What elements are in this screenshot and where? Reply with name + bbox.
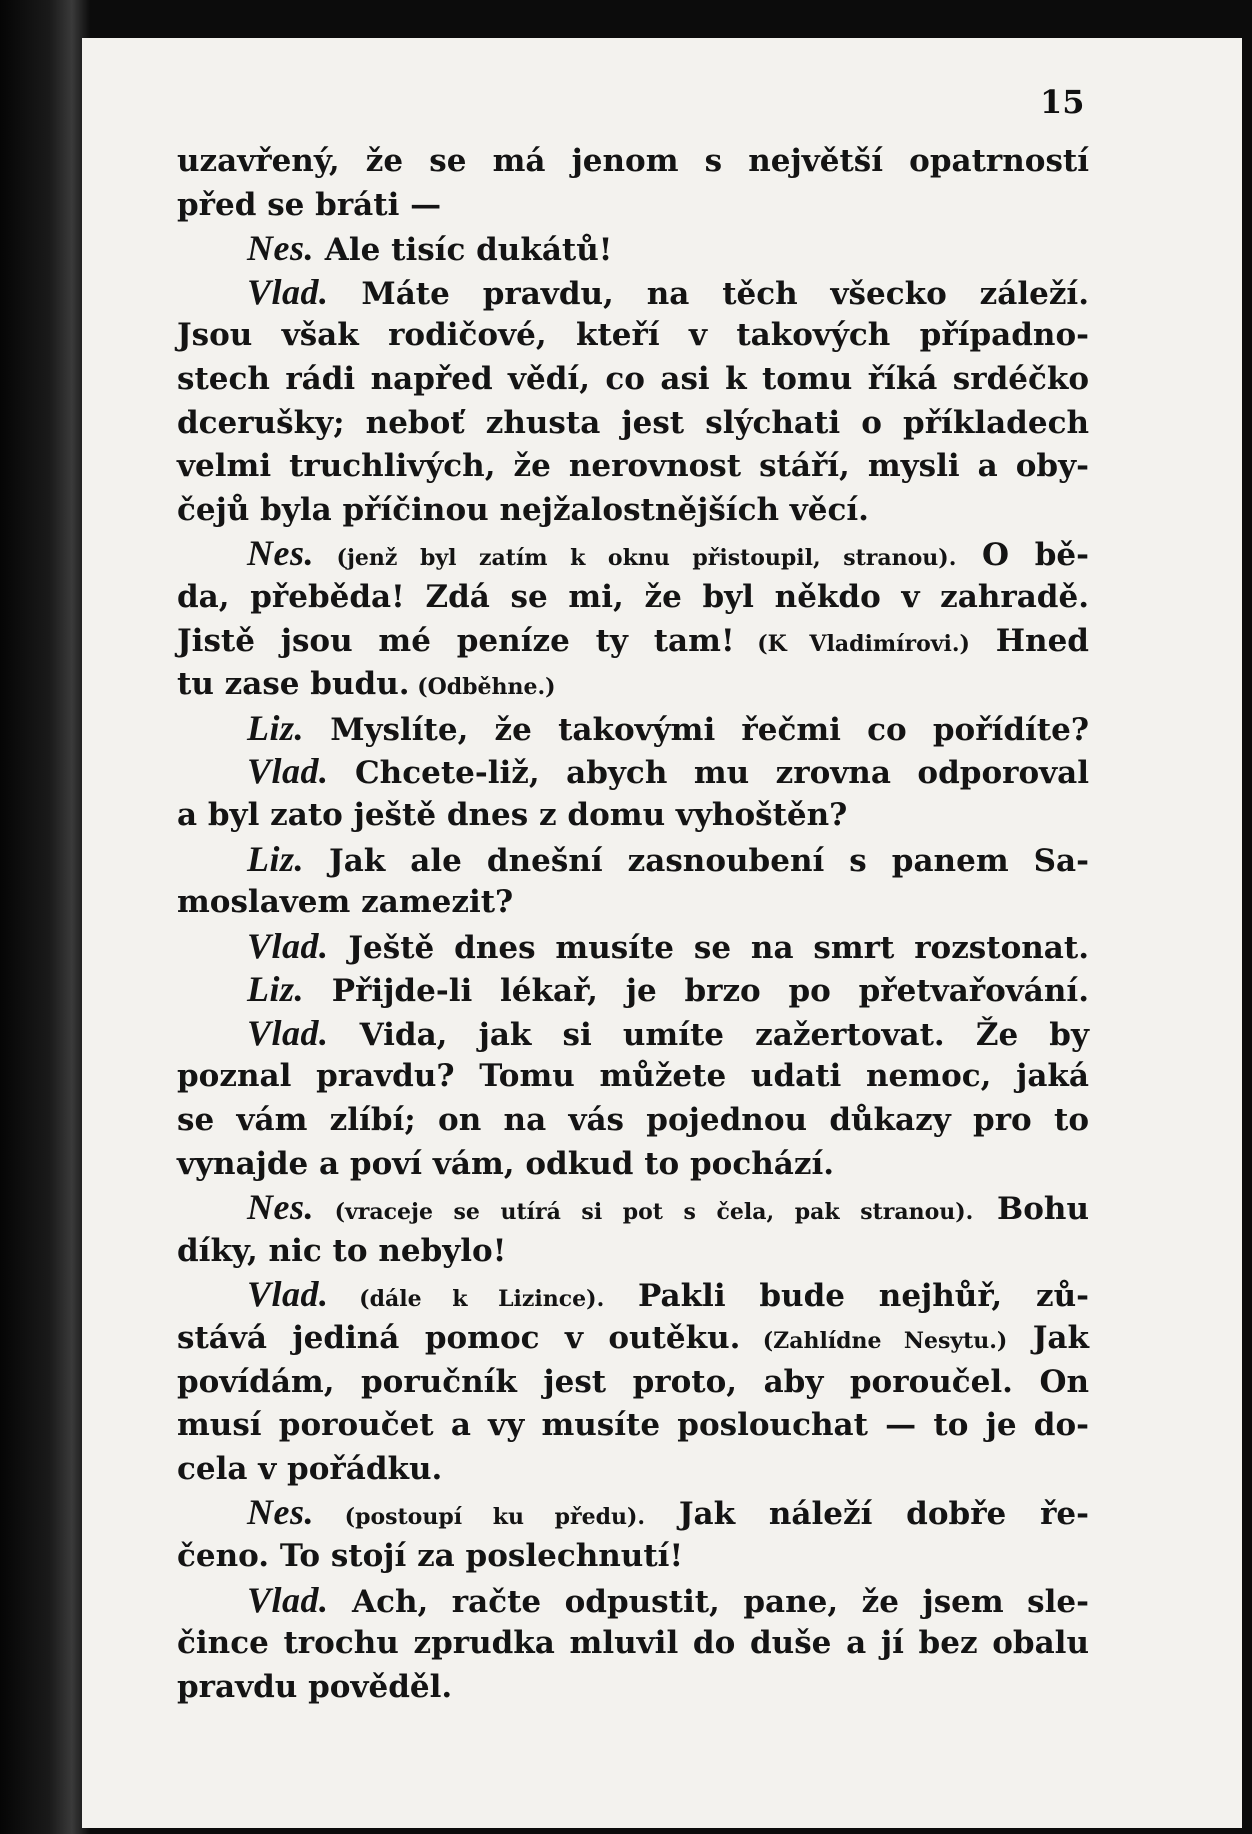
line-text: moslavem zamezit? xyxy=(177,884,514,921)
line-text: stává jediná pomoc v outěku. xyxy=(177,1320,741,1357)
text-line xyxy=(177,445,1089,489)
speaker-name: Vlad. xyxy=(247,1012,329,1053)
text-line xyxy=(177,1404,1089,1448)
text-line xyxy=(177,1230,1089,1274)
text-line xyxy=(177,925,1089,969)
line-text: Přijde-li lékař, je brzo po přetvařování. xyxy=(304,973,1089,1010)
line-text: Pakli bude nejhůř, zů- xyxy=(604,1278,1089,1315)
speaker-name: Vlad. xyxy=(247,1579,329,1620)
line-text: Bohu xyxy=(973,1191,1089,1228)
text-line xyxy=(177,663,1089,707)
text-line xyxy=(177,1535,1089,1579)
text-line xyxy=(177,1491,1089,1535)
speaker-name: Vlad. xyxy=(247,925,329,966)
speaker-name: Nes. xyxy=(247,1187,314,1228)
stage-direction: (jenž byl zatím k oknu přistoupil, stranou). xyxy=(314,545,957,572)
text-line xyxy=(177,489,1089,533)
text-line xyxy=(177,271,1089,315)
text-line xyxy=(177,1143,1089,1187)
line-text: Hned xyxy=(969,622,1089,659)
line-text: Máte pravdu, na těch všecko záleží. xyxy=(328,275,1089,312)
line-text: a byl zato ještě dnes z domu vyhoštěn? xyxy=(177,796,848,833)
text-line xyxy=(177,1448,1089,1492)
book-gutter xyxy=(0,0,90,1834)
text-line xyxy=(177,1317,1089,1361)
line-text: Ach, račte odpustit, pane, že jsem sle- xyxy=(328,1583,1089,1620)
line-text: vynajde a poví vám, odkud to pochází. xyxy=(177,1145,835,1182)
speaker-name: Nes. xyxy=(247,1492,314,1533)
speaker-name: Vlad. xyxy=(247,1274,329,1315)
stage-direction: (postoupí ku předu). xyxy=(314,1504,646,1531)
line-text: Jsou však rodičové, kteří v takových případno- xyxy=(177,317,1089,354)
text-line xyxy=(177,1186,1089,1230)
text-line xyxy=(177,227,1089,271)
line-text: dcerušky; neboť zhusta jest slýchati o příkladech xyxy=(177,404,1089,441)
line-text: Vida, jak si umíte zažertovat. Že by xyxy=(328,1016,1089,1053)
text-line xyxy=(177,1666,1089,1710)
line-text: pravdu pověděl. xyxy=(177,1668,453,1705)
speaker-name: Vlad. xyxy=(247,271,329,312)
speaker-name: Liz. xyxy=(247,838,305,879)
line-text: cela v pořádku. xyxy=(177,1450,443,1487)
page-text xyxy=(177,140,1089,1709)
line-text: Ještě dnes musíte se na smrt rozstonat. xyxy=(328,929,1089,966)
line-text: se vám zlíbí; on na vás pojednou důkazy pro to xyxy=(177,1102,1089,1139)
text-line xyxy=(177,968,1089,1012)
text-line xyxy=(177,707,1089,751)
text-line xyxy=(177,402,1089,446)
line-text: musí poroučet a vy musíte poslouchat — to je do- xyxy=(177,1407,1089,1444)
text-line xyxy=(177,881,1089,925)
line-text: Ale tisíc dukátů! xyxy=(314,232,613,269)
line-text: poznal pravdu? Tomu můžete udati nemoc, jaká xyxy=(177,1058,1089,1095)
text-line xyxy=(177,750,1089,794)
text-line xyxy=(177,838,1089,882)
speaker-name: Liz. xyxy=(247,969,305,1010)
text-line xyxy=(177,1361,1089,1405)
line-text: O bě- xyxy=(956,537,1089,574)
text-line xyxy=(177,794,1089,838)
text-line xyxy=(177,532,1089,576)
speaker-name: Nes. xyxy=(247,533,314,574)
text-line xyxy=(177,1579,1089,1623)
line-text: uzavřený, že se má jenom s největší opatrností xyxy=(177,143,1089,179)
line-text: Jak náleží dobře ře- xyxy=(645,1496,1089,1533)
line-text: povídám, poručník jest proto, aby poroučel. On xyxy=(177,1363,1089,1400)
stage-direction: (Odběhne.) xyxy=(409,674,556,701)
line-text: Jak ale dnešní zasnoubení s panem Sa- xyxy=(304,842,1089,879)
text-line xyxy=(177,1273,1089,1317)
line-text: před se bráti — xyxy=(177,186,442,223)
text-line xyxy=(177,1055,1089,1099)
text-line xyxy=(177,1099,1089,1143)
line-text: čince trochu zprudka mluvil do duše a jí bez obalu xyxy=(177,1625,1089,1662)
text-line xyxy=(177,1012,1089,1056)
line-text: Jak xyxy=(1007,1320,1089,1357)
speaker-name: Vlad. xyxy=(247,751,329,792)
line-text: čejů byla příčinou nejžalostnějších věcí. xyxy=(177,491,869,528)
text-line xyxy=(177,620,1089,664)
stage-direction: (vraceje se utírá si pot s čela, pak stranou). xyxy=(314,1199,974,1226)
speaker-name: Liz. xyxy=(247,707,305,748)
stage-direction: (K Vladimírovi.) xyxy=(734,630,970,657)
text-line xyxy=(177,1622,1089,1666)
speaker-name: Nes. xyxy=(247,228,314,269)
text-line xyxy=(177,184,1089,228)
line-text: stech rádi napřed vědí, co asi k tomu říká srdéčko xyxy=(177,360,1089,397)
text-line xyxy=(177,358,1089,402)
stage-direction: (dále k Lizince). xyxy=(328,1286,605,1313)
text-line xyxy=(177,314,1089,358)
stage-direction: (Zahlídne Nesytu.) xyxy=(740,1328,1008,1355)
line-text: Myslíte, že takovými řečmi co pořídíte? xyxy=(304,711,1089,748)
line-text: da, přeběda! Zdá se mi, že byl někdo v zahradě. xyxy=(177,578,1089,615)
line-text: tu zase budu. xyxy=(177,666,410,703)
page-number: 15 xyxy=(1040,83,1085,121)
text-line xyxy=(177,140,1089,184)
line-text: velmi truchlivých, že nerovnost stáří, mysli a oby- xyxy=(177,448,1089,485)
line-text: čeno. To stojí za poslechnutí! xyxy=(177,1538,684,1574)
line-text: Jistě jsou mé peníze ty tam! xyxy=(177,622,735,659)
text-line xyxy=(177,576,1089,620)
line-text: díky, nic to nebylo! xyxy=(177,1232,507,1269)
line-text: Chcete-liž, abych mu zrovna odporoval xyxy=(328,755,1089,792)
